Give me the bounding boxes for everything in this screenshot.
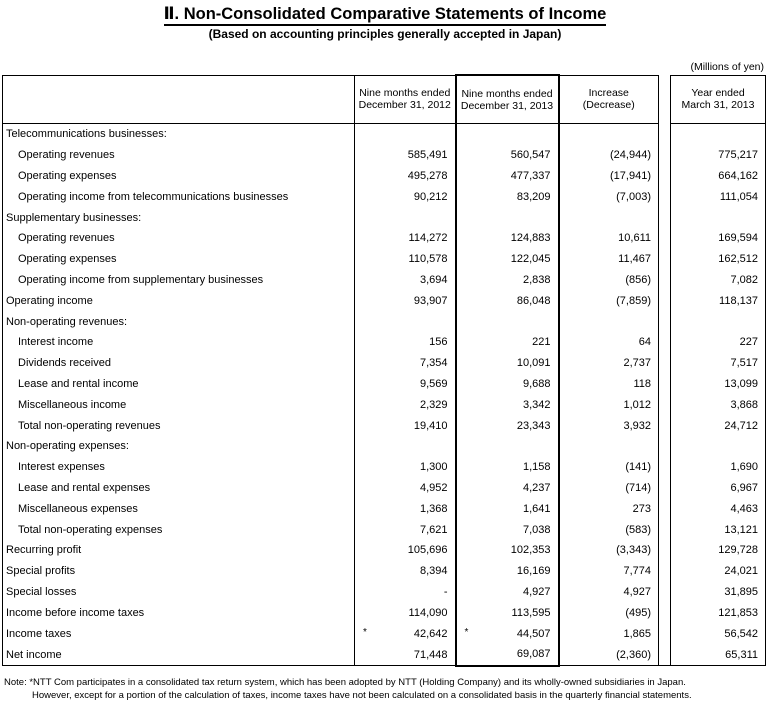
cell-c4 [671, 436, 766, 457]
row-label: Supplementary businesses: [3, 207, 355, 228]
cell-c1: 495,278 [355, 166, 456, 187]
cell-c3: 4,927 [559, 582, 659, 603]
column-gap [659, 332, 671, 353]
row-label: Income taxes [3, 623, 355, 644]
table-row [3, 436, 766, 457]
cell-value: 42,642 [413, 627, 448, 640]
table-row [3, 644, 766, 666]
table-row [3, 166, 766, 187]
cell-c1: 71,448 [355, 644, 456, 666]
cell-c2 [456, 124, 559, 145]
row-label: Miscellaneous income [3, 394, 355, 415]
cell-c3: (856) [559, 270, 659, 291]
cell-c3: (7,859) [559, 290, 659, 311]
cell-c2: 2,838 [456, 270, 559, 291]
cell-c2: 9,688 [456, 374, 559, 395]
cell-c4: 169,594 [671, 228, 766, 249]
cell-c4: 6,967 [671, 478, 766, 499]
cell-c1 [355, 311, 456, 332]
cell-c3: (3,343) [559, 540, 659, 561]
cell-c4: 7,082 [671, 270, 766, 291]
cell-c3: (17,941) [559, 166, 659, 187]
page-title [0, 4, 770, 24]
row-label: Income before income taxes [3, 602, 355, 623]
title-text: Ⅱ. Non-Consolidated Comparative Statements of Income [164, 5, 607, 26]
cell-c4: 121,853 [671, 602, 766, 623]
cell-c4: 3,868 [671, 394, 766, 415]
column-gap [659, 270, 671, 291]
cell-c3: 118 [559, 374, 659, 395]
cell-c2: 7,038 [456, 519, 559, 540]
cell-c2: 102,353 [456, 540, 559, 561]
cell-c3: 10,611 [559, 228, 659, 249]
column-gap [659, 166, 671, 187]
cell-c1: 105,696 [355, 540, 456, 561]
table-row [3, 228, 766, 249]
cell-c2: 10,091 [456, 353, 559, 374]
table-row [3, 519, 766, 540]
cell-c2: 1,641 [456, 498, 559, 519]
header-increase-decrease: Increase (Decrease) [559, 75, 659, 124]
cell-c1 [355, 623, 456, 644]
cell-c2: 83,209 [456, 186, 559, 207]
column-gap [659, 145, 671, 166]
cell-c4 [671, 207, 766, 228]
row-label: Operating income from telecommunications businesses [3, 186, 355, 207]
row-label: Total non-operating revenues [3, 415, 355, 436]
row-label: Special profits [3, 561, 355, 582]
cell-c1: 90,212 [355, 186, 456, 207]
table-row [3, 478, 766, 499]
column-gap [659, 561, 671, 582]
cell-c4: 13,099 [671, 374, 766, 395]
table-row [3, 540, 766, 561]
cell-c4: 13,121 [671, 519, 766, 540]
column-gap [659, 498, 671, 519]
cell-c4 [671, 311, 766, 332]
cell-c3: (24,944) [559, 145, 659, 166]
table-row [3, 186, 766, 207]
row-label: Non-operating expenses: [3, 436, 355, 457]
cell-c4: 4,463 [671, 498, 766, 519]
table-row [3, 311, 766, 332]
cell-c2: 16,169 [456, 561, 559, 582]
cell-c2: 113,595 [456, 602, 559, 623]
column-gap [659, 623, 671, 644]
cell-c3: 3,932 [559, 415, 659, 436]
cell-c2 [456, 311, 559, 332]
footnote [4, 676, 692, 702]
cell-c1: 114,090 [355, 602, 456, 623]
header-label-cell [3, 75, 355, 124]
table-row [3, 394, 766, 415]
cell-c3: 1,865 [559, 623, 659, 644]
column-gap [659, 394, 671, 415]
column-gap [659, 228, 671, 249]
table-row [3, 498, 766, 519]
cell-c4: 1,690 [671, 457, 766, 478]
row-label: Operating revenues [3, 145, 355, 166]
cell-c2: 477,337 [456, 166, 559, 187]
column-gap [659, 353, 671, 374]
table-row [3, 353, 766, 374]
cell-c2: 1,158 [456, 457, 559, 478]
header-nine-months-2012: Nine months ended December 31, 2012 [355, 75, 456, 124]
cell-c2: 86,048 [456, 290, 559, 311]
cell-c1 [355, 436, 456, 457]
cell-c3: (141) [559, 457, 659, 478]
cell-c4: 56,542 [671, 623, 766, 644]
row-label: Interest income [3, 332, 355, 353]
column-gap [659, 186, 671, 207]
column-gap [659, 311, 671, 332]
cell-c1: 1,300 [355, 457, 456, 478]
table-row [3, 623, 766, 644]
cell-c2 [456, 623, 559, 644]
header-nine-months-2013: Nine months ended December 31, 2013 [456, 75, 559, 124]
income-statement-table [2, 74, 766, 667]
column-gap [659, 75, 671, 124]
column-gap [659, 582, 671, 603]
cell-c1: 8,394 [355, 561, 456, 582]
cell-c2: 23,343 [456, 415, 559, 436]
cell-c4: 31,895 [671, 582, 766, 603]
row-label: Miscellaneous expenses [3, 498, 355, 519]
row-label: Interest expenses [3, 457, 355, 478]
page-subtitle: (Based on accounting principles generally accepted in Japan) [208, 27, 562, 41]
table-row [3, 145, 766, 166]
table-row [3, 457, 766, 478]
cell-c3: 7,774 [559, 561, 659, 582]
cell-c4: 24,712 [671, 415, 766, 436]
row-label: Net income [3, 644, 355, 666]
cell-c1: 9,569 [355, 374, 456, 395]
cell-c4: 664,162 [671, 166, 766, 187]
cell-c2: 560,547 [456, 145, 559, 166]
cell-c2 [456, 207, 559, 228]
row-label: Operating income [3, 290, 355, 311]
column-gap [659, 290, 671, 311]
cell-c3: (2,360) [559, 644, 659, 666]
cell-c1: - [355, 582, 456, 603]
cell-c4: 7,517 [671, 353, 766, 374]
row-label: Lease and rental income [3, 374, 355, 395]
column-gap [659, 124, 671, 145]
cell-c1: 3,694 [355, 270, 456, 291]
statement-body [3, 124, 766, 666]
cell-c1: 7,621 [355, 519, 456, 540]
cell-c1 [355, 207, 456, 228]
cell-c4: 65,311 [671, 644, 766, 666]
cell-c3: (583) [559, 519, 659, 540]
table-row [3, 124, 766, 145]
column-gap [659, 602, 671, 623]
cell-c3: 11,467 [559, 249, 659, 270]
table-row [3, 602, 766, 623]
cell-c2: 69,087 [456, 644, 559, 666]
cell-c1 [355, 124, 456, 145]
cell-c3: (714) [559, 478, 659, 499]
cell-c1: 1,368 [355, 498, 456, 519]
row-label: Operating expenses [3, 249, 355, 270]
column-gap [659, 415, 671, 436]
cell-c1: 156 [355, 332, 456, 353]
column-gap [659, 436, 671, 457]
cell-c4: 775,217 [671, 145, 766, 166]
column-gap [659, 249, 671, 270]
cell-c2: 4,237 [456, 478, 559, 499]
table-row [3, 249, 766, 270]
cell-c3: 273 [559, 498, 659, 519]
cell-c4: 111,054 [671, 186, 766, 207]
cell-c4: 162,512 [671, 249, 766, 270]
cell-c2: 4,927 [456, 582, 559, 603]
unit-label: (Millions of yen) [690, 61, 764, 73]
header-row [3, 75, 766, 124]
row-label: Dividends received [3, 353, 355, 374]
cell-c2: 124,883 [456, 228, 559, 249]
cell-c3 [559, 207, 659, 228]
footnote-line-1: Note: *NTT Com participates in a consolidated tax return system, which has been adopted by NTT (Holding Company) and its wholly-owned subsidiaries in Japan. [4, 677, 686, 688]
row-label: Telecommunications businesses: [3, 124, 355, 145]
cell-c3 [559, 311, 659, 332]
table-row [3, 332, 766, 353]
cell-c4: 118,137 [671, 290, 766, 311]
cell-c2: 3,342 [456, 394, 559, 415]
column-gap [659, 540, 671, 561]
column-gap [659, 478, 671, 499]
column-gap [659, 457, 671, 478]
cell-c3 [559, 124, 659, 145]
table-row [3, 290, 766, 311]
row-label: Lease and rental expenses [3, 478, 355, 499]
cell-c3: (495) [559, 602, 659, 623]
row-label: Operating income from supplementary businesses [3, 270, 355, 291]
footnote-line-2: However, except for a portion of the calculation of taxes, income taxes have not been calculated on a consolidated basis in the quarterly financial statements. [32, 690, 692, 701]
cell-c1: 114,272 [355, 228, 456, 249]
table-row [3, 582, 766, 603]
cell-c2: 122,045 [456, 249, 559, 270]
cell-c4 [671, 124, 766, 145]
header-year-ended-2013: Year ended March 31, 2013 [671, 75, 766, 124]
cell-value: 44,507 [516, 627, 551, 640]
tax-note-marker: * [464, 626, 469, 638]
cell-c4: 24,021 [671, 561, 766, 582]
table-row [3, 207, 766, 228]
cell-c2: 221 [456, 332, 559, 353]
cell-c1: 93,907 [355, 290, 456, 311]
cell-c1: 4,952 [355, 478, 456, 499]
cell-c2 [456, 436, 559, 457]
cell-c3: 64 [559, 332, 659, 353]
column-gap [659, 644, 671, 666]
cell-c1: 2,329 [355, 394, 456, 415]
row-label: Special losses [3, 582, 355, 603]
column-gap [659, 519, 671, 540]
row-label: Recurring profit [3, 540, 355, 561]
cell-c1: 110,578 [355, 249, 456, 270]
cell-c4: 227 [671, 332, 766, 353]
cell-c3 [559, 436, 659, 457]
cell-c4: 129,728 [671, 540, 766, 561]
cell-c3: 2,737 [559, 353, 659, 374]
tax-note-marker: * [363, 626, 367, 638]
row-label: Non-operating revenues: [3, 311, 355, 332]
table-row [3, 561, 766, 582]
column-gap [659, 374, 671, 395]
cell-c1: 7,354 [355, 353, 456, 374]
cell-c3: 1,012 [559, 394, 659, 415]
cell-c3: (7,003) [559, 186, 659, 207]
row-label: Operating expenses [3, 166, 355, 187]
row-label: Operating revenues [3, 228, 355, 249]
cell-c1: 585,491 [355, 145, 456, 166]
table-row [3, 270, 766, 291]
table-row [3, 374, 766, 395]
column-gap [659, 207, 671, 228]
cell-c1: 19,410 [355, 415, 456, 436]
row-label: Total non-operating expenses [3, 519, 355, 540]
table-row [3, 415, 766, 436]
